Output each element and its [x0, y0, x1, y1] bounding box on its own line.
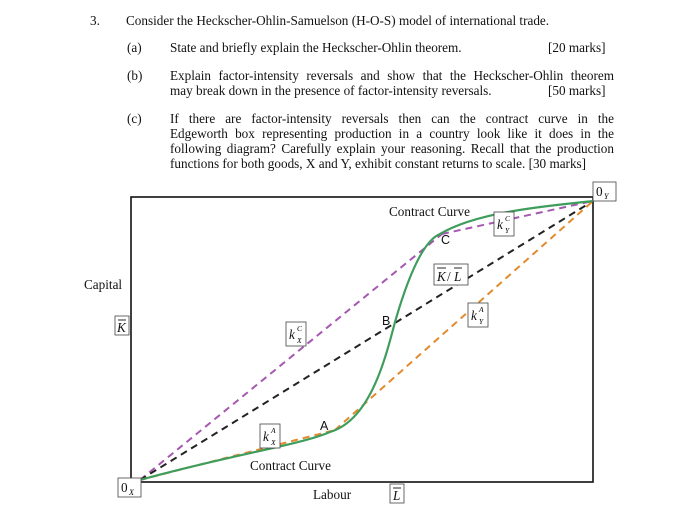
svg-text:Y: Y	[505, 226, 510, 235]
svg-text:X: X	[129, 488, 134, 497]
kbar-label	[115, 316, 129, 335]
part-a-text: State and briefly explain the Heckscher-Ohlin theorem.	[170, 40, 462, 55]
svg-text:k: k	[497, 217, 503, 232]
part-b-label: (b)	[127, 68, 143, 83]
ray-label-kl	[434, 264, 468, 285]
svg-text:X: X	[271, 438, 276, 447]
ray-label-kxA	[260, 424, 280, 448]
svg-text:k: k	[289, 327, 295, 342]
ray-label-kyC	[494, 212, 514, 236]
part-b-marks: [50 marks]	[548, 83, 606, 98]
svg-text:X: X	[297, 336, 302, 345]
point-label-c: C	[441, 233, 451, 247]
svg-text:A: A	[479, 305, 484, 314]
question-number: 3.	[90, 13, 100, 28]
svg-text:k: k	[471, 308, 477, 323]
edgeworth-box-frame	[131, 197, 593, 482]
svg-text:0: 0	[121, 480, 128, 495]
part-c-line-3: following diagram? Carefully explain your reasoning. Recall that the production	[170, 141, 614, 156]
part-c-label: (c)	[127, 111, 142, 126]
axis-label-labour: Labour	[313, 487, 352, 502]
part-a-label: (a)	[127, 40, 142, 55]
svg-text:0: 0	[596, 184, 603, 199]
svg-text:/: /	[447, 269, 451, 284]
svg-text:L: L	[454, 269, 462, 284]
svg-text:Y: Y	[479, 317, 484, 326]
contract-curve-label-bottom: Contract Curve	[250, 458, 331, 473]
part-b-line-2: may break down in the presence of factor-intensity reversals.	[170, 83, 492, 98]
lbar-label	[390, 484, 404, 503]
ray-kl-diagonal	[140, 201, 593, 480]
svg-text:L: L	[393, 488, 401, 503]
ray-kyA	[335, 201, 593, 430]
question-intro: Consider the Heckscher-Ohlin-Samuelson (H-O-S) model of international trade.	[126, 13, 550, 28]
ray-label-kxC	[286, 322, 306, 346]
svg-text:K: K	[437, 269, 446, 284]
part-c-line-4: functions for both goods, X and Y, exhibit constant returns to scale. [30 marks]	[170, 156, 587, 171]
axis-label-capital: Capital	[84, 277, 123, 292]
ray-label-kyA	[468, 303, 488, 327]
svg-text:K: K	[117, 320, 126, 335]
point-label-b: B	[382, 314, 391, 328]
part-c-line-2: Edgeworth box representing production in a country look like it does in the	[170, 126, 614, 141]
origin-y-label	[593, 182, 616, 201]
contract-curve-label-top: Contract Curve	[389, 204, 470, 219]
origin-x-label	[118, 478, 141, 497]
svg-text:k: k	[263, 429, 269, 444]
svg-text:Y: Y	[604, 192, 609, 201]
part-c-line-1: If there are factor-intensity reversals then can the contract curve in the	[170, 111, 614, 126]
svg-text:C: C	[297, 324, 303, 333]
svg-text:A: A	[271, 426, 276, 435]
part-a-marks: [20 marks]	[548, 40, 606, 55]
part-b-line-1: Explain factor-intensity reversals and show that the Heckscher-Ohlin theorem	[170, 68, 614, 83]
svg-text:C: C	[505, 214, 511, 223]
point-label-a: A	[320, 419, 329, 433]
